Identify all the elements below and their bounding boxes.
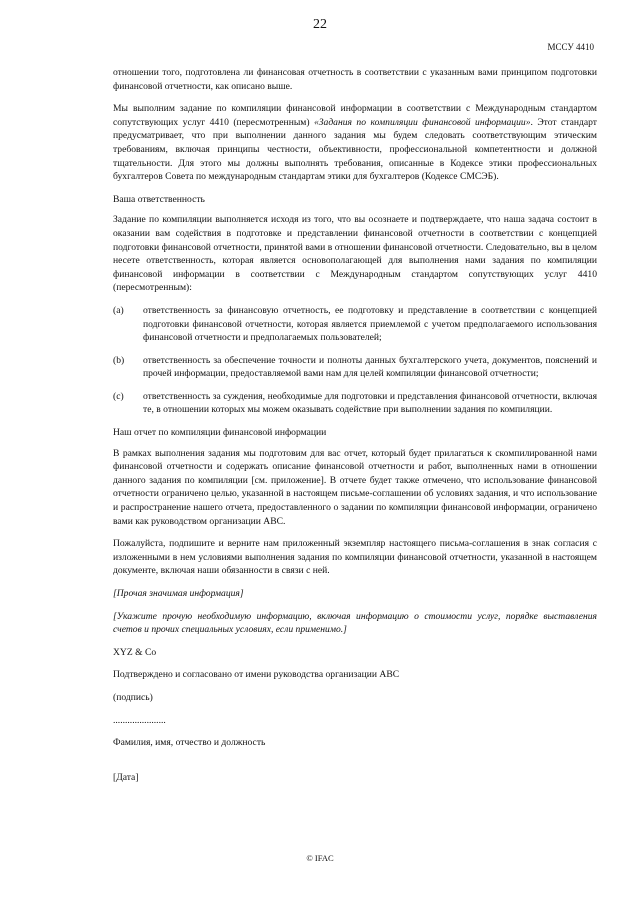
- heading-report: Наш отчет по компиляции финансовой информации: [113, 427, 327, 439]
- page-number: 22: [313, 17, 327, 32]
- other-info-instruction: [Укажите прочую необходимую информацию, включая информацию о стоимости услуг, порядке выставления счетов и прочих специальных условиях, если применимо.]: [113, 610, 597, 636]
- paragraph-signature-request: Пожалуйста, подпишите и верните нам приложенный экземпляр настоящего письма-соглашения в знак согласия с изложенными в нем условиями выполнения задания по компиляции финансовой отчетности, указанной в настоящем документе, включая наши обязанности в связи с ней.: [113, 538, 597, 577]
- paragraph-responsibility: Задание по компиляции выполняется исходя из того, что вы осознаете и подтверждаете, что наша задача состоит в оказании вам содействия в подготовке и представлении финансовой отчетности в соответствии с концепцией подготовки финансовой отчетности, принятой вами в отношении финансовой отчетности. Следовательно, вы в целом несете ответственность, которая является основополагающей для выполнения нами задания по компиляции финансовой информации в соответствии с Международным стандартом сопутствующих услуг 4410 (пересмотренным):: [113, 214, 597, 294]
- signature-label: (подпись): [113, 691, 153, 703]
- date-placeholder: [Дата]: [113, 771, 139, 783]
- list-item: [113, 390, 597, 417]
- list-text: ответственность за финансовую отчетность, ее подготовку и представление в соответствии с концепцией подготовки финансовой отчетности, которая является приемлемой с учетом предполагаемого использования финансовой отчетности и предполагаемых пользователей;: [143, 304, 597, 344]
- firm-name: XYZ & Co: [113, 646, 157, 658]
- paragraph-engagement-part1: Мы выполним задание по компиляции финансовой информации в соответствии с Международным стандартом сопутствующих услуг 4410 (пересмотренным): [113, 103, 597, 128]
- paragraph-engagement: [113, 102, 597, 184]
- paragraph-continuation: отношении того, подготовлена ли финансовая отчетность в соответствии с указанным вами принципом подготовки финансовой отчетности, как описано выше.: [113, 67, 597, 92]
- name-title-label: Фамилия, имя, отчество и должность: [113, 737, 266, 749]
- document-reference: МССУ 4410: [547, 42, 594, 52]
- list-marker: (b): [113, 354, 125, 366]
- list-text: ответственность за обеспечение точности и полноты данных бухгалтерского учета, документов, пояснений и прочей информации, предоставляемой вами нам для целей компиляции финансовой отчетности;: [143, 354, 597, 380]
- paragraph-engagement-part2: . Этот стандарт предусматривает, что при выполнении данного задания мы будем следовать соответствующим этическим требованиям, включая принципы честности, объективности, профессиональной компетентности и должной тщательности. Для этого мы должны выполнять требования, описанные в Кодексе этики профессиональных бухгалтеров Совета по международным стандартам этики для бухгалтеров (Кодексе СМСЭБ).: [113, 116, 598, 183]
- signature-dots: ......................: [113, 714, 166, 726]
- heading-responsibility: Ваша ответственность: [113, 193, 205, 205]
- page-body: [113, 66, 597, 793]
- list-marker: (a): [113, 304, 124, 316]
- footer-copyright: © IFAC: [306, 853, 334, 863]
- other-info-placeholder: [Прочая значимая информация]: [113, 588, 244, 599]
- acknowledgement-line: Подтверждено и согласовано от имени руководства организации ABC: [113, 669, 400, 681]
- standard-title: «Задания по компиляции финансовой информации»: [313, 116, 531, 128]
- list-item: [113, 304, 597, 345]
- list-marker: (c): [113, 390, 124, 402]
- paragraph-report: В рамках выполнения задания мы подготовим для вас отчет, который будет прилагаться к скомпилированной нами финансовой отчетности и содержать описание финансовой отчетности и работ, выполненных нами в отношении данного задания по компиляции [см. приложение]. В отчете будет также отмечено, что использование финансовой отчетности ограничено целью, указанной в настоящем письме-соглашении об условиях задания, и что использование и распространение нашего отчета, предоставленного о задании по компиляции финансовой информации, ограничено вами как руководством организации ABC.: [113, 447, 597, 527]
- list-item: [113, 354, 597, 381]
- list-text: ответственность за суждения, необходимые для подготовки и представления финансовой отчетности, включая те, в отношении которых мы можем оказывать содействие при выполнении задания по компиляции.: [143, 390, 597, 416]
